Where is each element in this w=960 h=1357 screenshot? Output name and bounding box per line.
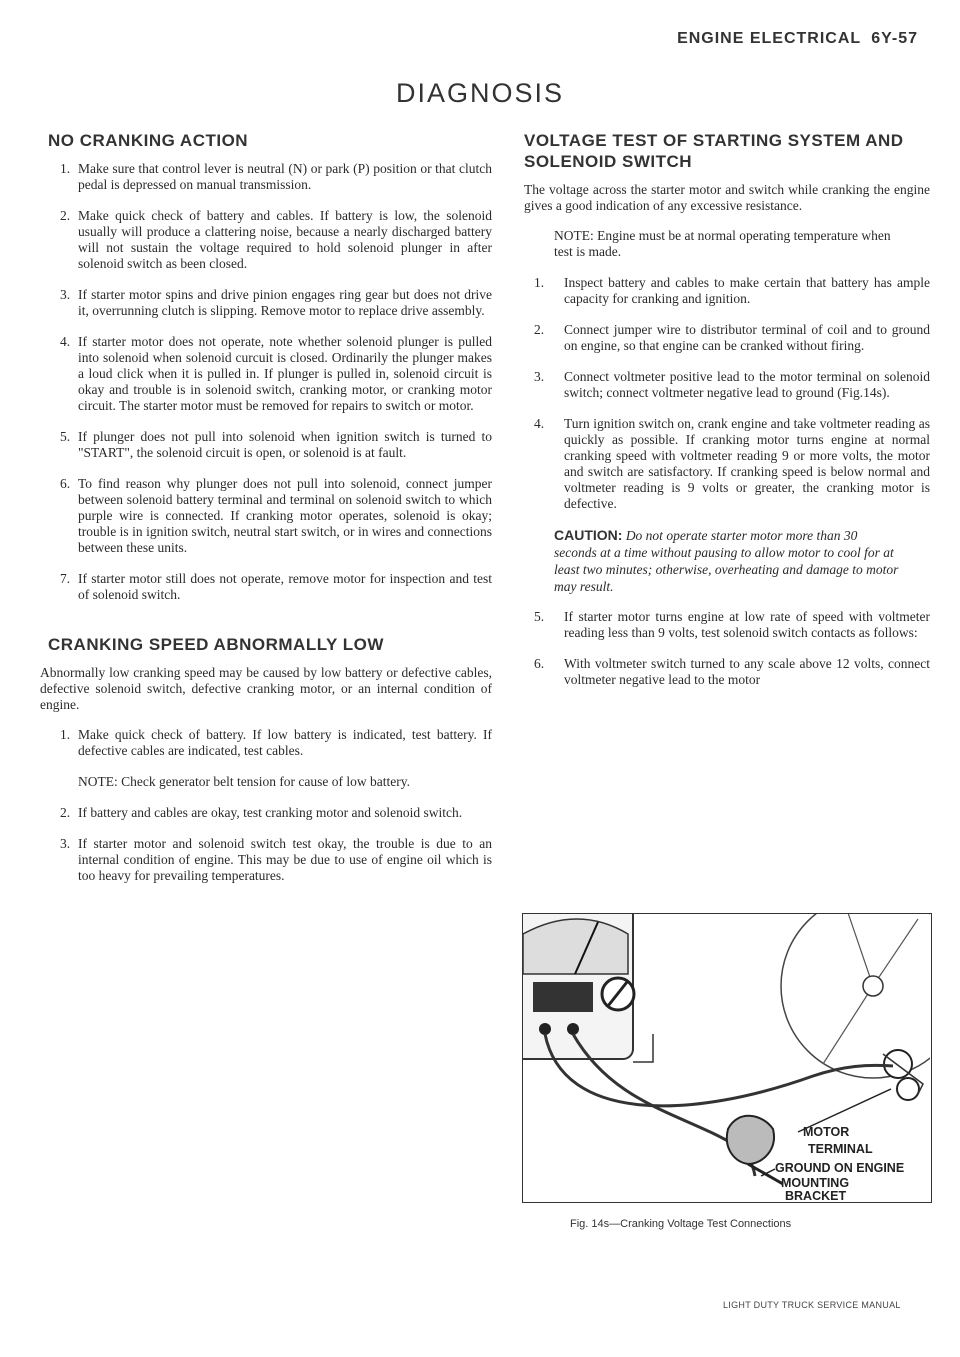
list-item [40, 161, 492, 193]
label-terminal: TERMINAL [808, 1142, 873, 1156]
step-number: 3. [60, 287, 71, 302]
step-text: Connect voltmeter positive lead to the motor terminal on solenoid switch; connect voltmeter negative lead to ground (Fig.14s). [564, 369, 930, 400]
note-operating-temperature: NOTE: Engine must be at normal operating temperature when test is made. [554, 228, 891, 259]
cranking-speed-intro: Abnormally low cranking speed may be caused by low battery or defective cables, defective solenoid switch, defective cranking motor, or an internal condition of engine. [40, 665, 492, 712]
step-text: If battery and cables are okay, test cranking motor and solenoid switch. [78, 805, 463, 820]
bench-edge [633, 1034, 653, 1062]
step-number: 2. [60, 208, 71, 223]
step-number: 6. [60, 476, 71, 491]
caution-box [554, 527, 930, 595]
figure-illustration [523, 914, 930, 1201]
list-item [40, 476, 492, 556]
flywheel-spoke [873, 919, 918, 986]
voltage-test-intro: The voltage across the starter motor and switch while cranking the engine gives a good indication of any excessive resistance. [524, 182, 930, 213]
section-title: ENGINE ELECTRICAL [677, 30, 862, 47]
heading-no-cranking-action: NO CRANKING ACTION [48, 131, 249, 150]
step-number: 7. [60, 571, 71, 586]
step-number: 3. [60, 836, 71, 851]
step-text: If starter motor turns engine at low rate of speed with voltmeter reading less than 9 volts, test solenoid switch contacts as follows: [564, 609, 930, 640]
step-number: 3. [534, 369, 545, 384]
list-item [40, 429, 492, 461]
list-item [524, 416, 930, 512]
step-number: 2. [534, 322, 545, 337]
cranking-speed-steps-cont [40, 805, 492, 884]
step-text: If starter motor still does not operate, remove motor for inspection and test of solenoid switch. [78, 571, 492, 602]
step-number: 2. [60, 805, 71, 820]
voltmeter-panel [533, 982, 593, 1012]
step-text: If starter motor spins and drive pinion engages ring gear but does not drive it, overrunning clutch is slipping. Remove motor to replace drive assembly. [78, 287, 492, 318]
step-number: 1. [60, 727, 71, 742]
cranking-speed-steps [40, 727, 492, 759]
label-ground-on-engine: GROUND ON ENGINE [775, 1161, 905, 1175]
motor-terminal [897, 1078, 919, 1100]
flywheel-spoke [845, 914, 873, 986]
label-bracket: BRACKET [785, 1189, 847, 1201]
flywheel-hub [863, 976, 883, 996]
step-text: Make quick check of battery and cables. If battery is low, the solenoid usually will produce a clattering noise, because a nearly discharged battery will not sustain the voltage required to hold solenoid plunger in after solenoid switch as been closed. [78, 208, 492, 271]
voltmeter-dial [523, 919, 628, 974]
page-number: 6Y-57 [871, 30, 918, 47]
step-text: With voltmeter switch turned to any scale above 12 volts, connect voltmeter negative lead to the motor [564, 656, 930, 687]
heading-voltage-test: VOLTAGE TEST OF STARTING SYSTEM AND SOLENOID SWITCH [524, 131, 904, 171]
step-text: Turn ignition switch on, crank engine and take voltmeter reading as quickly as possible. If cranking motor turns engine at normal cranking speed with voltmeter reading 9 or more volts, the motor and switch are satisfactory. If cranking speed is below normal and voltmeter reading is 9 volts or greater, the cranking motor is defective. [564, 416, 930, 511]
ground-clip-hand [727, 1116, 774, 1164]
voltage-test-steps-cont [524, 609, 930, 688]
note-generator-belt: NOTE: Check generator belt tension for cause of low battery. [78, 774, 411, 789]
step-number: 6. [534, 656, 545, 671]
footer-manual-title: LIGHT DUTY TRUCK SERVICE MANUAL [723, 1300, 901, 1310]
figure-cranking-voltage-test [522, 913, 932, 1203]
step-text: If starter motor and solenoid switch test okay, the trouble is due to an internal condition of engine. This may be due to use of engine oil which is too heavy for prevailing temperatures. [78, 836, 492, 883]
list-item [40, 805, 492, 821]
right-column [524, 130, 930, 688]
voltage-test-steps [524, 275, 930, 512]
step-number: 1. [60, 161, 71, 176]
page-title: DIAGNOSIS [395, 78, 565, 108]
terminal-negative [539, 1023, 551, 1035]
step-number: 1. [534, 275, 545, 290]
caution-label: CAUTION: [554, 527, 623, 543]
list-item [524, 656, 930, 688]
list-item [40, 334, 492, 414]
label-motor: MOTOR [803, 1125, 850, 1139]
step-text: To find reason why plunger does not pull into solenoid, connect jumper between solenoid battery terminal and terminal on solenoid switch to which purple wire is connected. If cranking motor operates, solenoid is okay; trouble is in ignition switch, neutral start switch, or in wires and connections between these units. [78, 476, 492, 555]
flywheel-spoke [823, 986, 873, 1064]
list-item [40, 208, 492, 272]
list-item [524, 369, 930, 401]
solenoid-terminal [884, 1050, 912, 1078]
list-item [40, 287, 492, 319]
step-text: Make quick check of battery. If low battery is indicated, test battery. If defective cables are indicated, test cables. [78, 727, 492, 758]
caution-text: Do not operate starter motor more than 30 seconds at a time without pausing to allow motor to cool for at least two minutes; otherwise, overheating and damage to motor may result. [554, 528, 899, 594]
list-item [524, 275, 930, 307]
list-item [40, 571, 492, 603]
no-cranking-steps [40, 161, 492, 603]
step-number: 5. [534, 609, 545, 624]
step-text: Inspect battery and cables to make certain that battery has ample capacity for cranking and ignition. [564, 275, 930, 306]
left-column [40, 130, 492, 899]
figure-caption: Fig. 14s—Cranking Voltage Test Connections [570, 1218, 792, 1230]
list-item [524, 609, 930, 641]
step-text: If starter motor does not operate, note whether solenoid plunger is pulled into solenoid when solenoid curcuit is closed. Ordinarily the plunger makes a loud click when it is pulled in. If plunger is pulled in, solenoid circuit is okay and trouble is in solenoid switch, cranking motor, or cranking motor circuit. The starter motor must be removed for repairs to switch or motor. [78, 334, 492, 413]
step-text: If plunger does not pull into solenoid when ignition switch is turned to "START", the solenoid circuit is open, or solenoid is at fault. [78, 429, 492, 460]
heading-cranking-speed-low: CRANKING SPEED ABNORMALLY LOW [48, 635, 384, 654]
list-item [40, 727, 492, 759]
terminal-positive [567, 1023, 579, 1035]
label-mounting: MOUNTING [781, 1176, 850, 1190]
step-text: Make sure that control lever is neutral (N) or park (P) position or that clutch pedal is depressed on manual transmission. [78, 161, 492, 192]
step-number: 5. [60, 429, 71, 444]
step-number: 4. [534, 416, 545, 431]
step-number: 4. [60, 334, 71, 349]
page-header [677, 30, 918, 48]
list-item [524, 322, 930, 354]
list-item [40, 836, 492, 884]
step-text: Connect jumper wire to distributor terminal of coil and to ground on engine, so that engine can be cranked without firing. [564, 322, 930, 353]
